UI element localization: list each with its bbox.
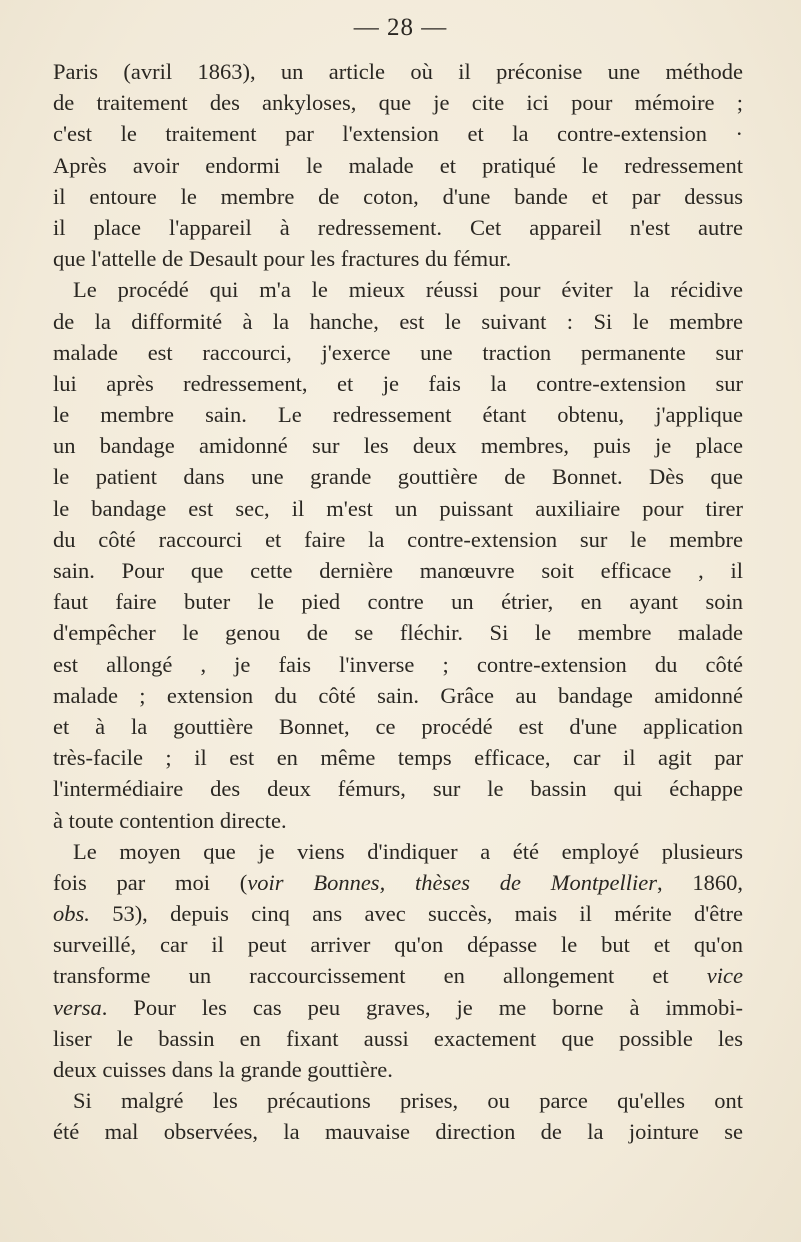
text-segment: 53), depuis cinq ans avec succès, mais il mérite d'être <box>89 901 743 927</box>
text-line: à toute contention directe. <box>53 807 287 833</box>
text-line: un bandage amidonné sur les deux membres, puis je place <box>53 433 743 459</box>
text-line: que l'attelle de Desault pour les fractures du fémur. <box>53 246 512 272</box>
text-line: liser le bassin en fixant aussi exactement que possible les <box>53 1025 743 1051</box>
versa-italic: versa <box>53 994 102 1020</box>
text-line <box>53 992 743 1023</box>
text-line: de la difformité à la hanche, est le suivant : Si le membre <box>53 308 743 334</box>
text-line: le membre sain. Le redressement étant obtenu, j'applique <box>53 402 743 428</box>
text-line: c'est le traitement par l'extension et la contre-extension · <box>53 121 743 147</box>
text-line: le bandage est sec, il m'est un puissant auxiliaire pour tirer <box>53 495 743 521</box>
text-line: d'empêcher le genou de se fléchir. Si le membre malade <box>53 620 743 646</box>
text-line: Le procédé qui m'a le mieux réussi pour éviter la récidive <box>73 277 743 303</box>
text-line: très-facile ; il est en même temps efficace, car il agit par <box>53 745 743 771</box>
text-segment: , 1860, <box>656 869 743 895</box>
text-line: l'intermédiaire des deux fémurs, sur le bassin qui échappe <box>53 776 743 802</box>
text-line: Le moyen que je viens d'indiquer a été employé plusieurs <box>73 838 743 864</box>
text-line: le patient dans une grande gouttière de Bonnet. Dès que <box>53 464 743 490</box>
text-line: sain. Pour que cette dernière manœuvre soit efficace , il <box>53 558 743 583</box>
text-line: lui après redressement, et je fais la contre-extension sur <box>53 370 743 396</box>
obs-italic: obs. <box>53 901 90 927</box>
text-line: Si malgré les précautions prises, ou parce qu'elles ont <box>73 1088 743 1114</box>
citation-italic: voir Bonnes, thèses de Montpellier <box>247 869 657 895</box>
text-line: malade est raccourci, j'exerce une traction permanente sur <box>53 339 743 365</box>
text-line: il place l'appareil à redressement. Cet appareil n'est autre <box>53 214 743 240</box>
text-line: il entoure le membre de coton, d'une bande et par dessus <box>53 183 743 209</box>
text-segment: transforme un raccourcissement en allongement et <box>53 963 707 989</box>
body-text <box>53 56 743 1148</box>
text-line: deux cuisses dans la grande gouttière. <box>53 1057 393 1082</box>
text-line: Après avoir endormi le malade et pratiqué le redressement <box>53 152 743 178</box>
text-line: faut faire buter le pied contre un étrier, en ayant soin <box>53 589 743 615</box>
text-line: surveillé, car il peut arriver qu'on dépasse le but et qu'on <box>53 932 743 958</box>
text-line: été mal observées, la mauvaise direction de la jointure se <box>53 1119 743 1145</box>
page-number: — 28 — <box>353 14 448 41</box>
text-line: et à la gouttière Bonnet, ce procédé est d'une application <box>53 713 743 739</box>
text-line: du côté raccourci et faire la contre-extension sur le membre <box>53 526 743 552</box>
text-segment: . Pour les cas peu graves, je me borne à immobi- <box>101 994 743 1020</box>
text-line: malade ; extension du côté sain. Grâce au bandage amidonné <box>53 682 743 708</box>
text-line: est allongé , je fais l'inverse ; contre-extension du côté <box>53 651 743 677</box>
text-line: de traitement des ankyloses, que je cite ici pour mémoire ; <box>53 90 743 116</box>
text-line <box>53 867 743 898</box>
vice-italic: vice <box>706 963 743 989</box>
text-segment: fois par moi ( <box>53 869 248 895</box>
text-line <box>53 960 743 991</box>
text-line <box>53 898 743 929</box>
text-line: Paris (avril 1863), un article où il préconise une méthode <box>53 59 743 84</box>
